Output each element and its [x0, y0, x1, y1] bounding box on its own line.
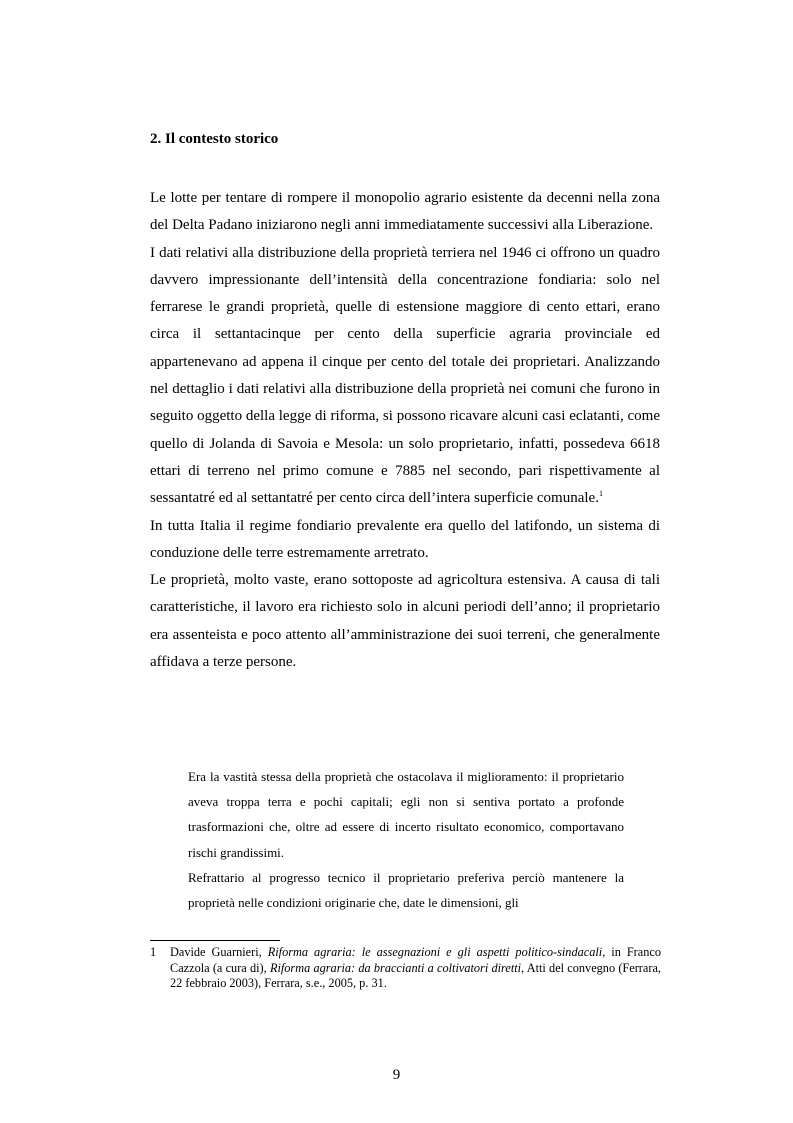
page-number: 9: [392, 1067, 401, 1083]
footnote: [150, 945, 661, 992]
paragraph: Le lotte per tentare di rompere il monopolio agrario esistente da decenni nella zona del Delta Padano iniziarono negli anni immediatamente successivi alla Liberazione.: [150, 190, 660, 234]
paragraph: I dati relativi alla distribuzione della proprietà terriera nel 1946 ci offrono un quadro davvero impressionante dell’intensità della concentrazione fondiaria: solo nel ferrarese le grandi proprietà, quelle di estensione maggiore di cento ettari, erano circa il settantacinque per cento della superficie agraria provinciale ed appartenevano ad appena il cinque per cento del totale dei proprietari. Analizzando nel dettaglio i dati relativi alla distribuzione della proprietà nei comuni che furono in seguito oggetto della legge di riforma, si possono ricavare alcuni casi eclatanti, come quello di Jolanda di Savoia e Mesola: un solo proprietario, infatti, possedeva 6618 ettari di terreno nel primo comune e 7885 nel secondo, pari rispettivamente al sessantatré ed al settantatré per cento circa dell’intera superficie comunale.$^1$: [150, 244, 660, 507]
block-quote: [188, 764, 624, 915]
footnote-number: 1: [150, 945, 157, 959]
quote-paragraph: Refrattario al progresso tecnico il proprietario preferiva perciò mantenere la proprietà nelle condizioni originarie che, date le dimensioni, gli: [188, 869, 624, 911]
footnote-reference[interactable]: 1: [598, 489, 603, 499]
footnote-separator: [150, 940, 280, 941]
paragraph: In tutta Italia il regime fondiario prevalente era quello del latifondo, un sistema di conduzione delle terre estremamente arretrato.: [150, 517, 660, 561]
body-text: [150, 185, 660, 676]
section-heading: 2. Il contesto storico: [150, 131, 279, 147]
paragraph: Le proprietà, molto vaste, erano sottoposte ad agricoltura estensiva. A causa di tali caratteristiche, il lavoro era richiesto solo in alcuni periodi dell’anno; il proprietario era assenteista e poco attento all’amministrazione dei suoi terreni, che generalmente affidava a terze persone.: [150, 572, 660, 671]
footnote-text: Davide Guarnieri, Riforma agraria: le assegnazioni e gli aspetti politico-sindacali, in Franco Cazzola (a cura di), Riforma agraria: da braccianti a coltivatori diretti, Atti del convegno (Ferrara, 22 febbraio 2003), Ferrara, s.e., 2005, p. 31.: [170, 945, 661, 991]
quote-paragraph: Era la vastità stessa della proprietà che ostacolava il miglioramento: il proprietario aveva troppa terra e pochi capitali; egli non si sentiva portato a profonde trasformazioni che, oltre ad essere di incerto risultato economico, comportavano rischi grandissimi.: [188, 769, 624, 860]
